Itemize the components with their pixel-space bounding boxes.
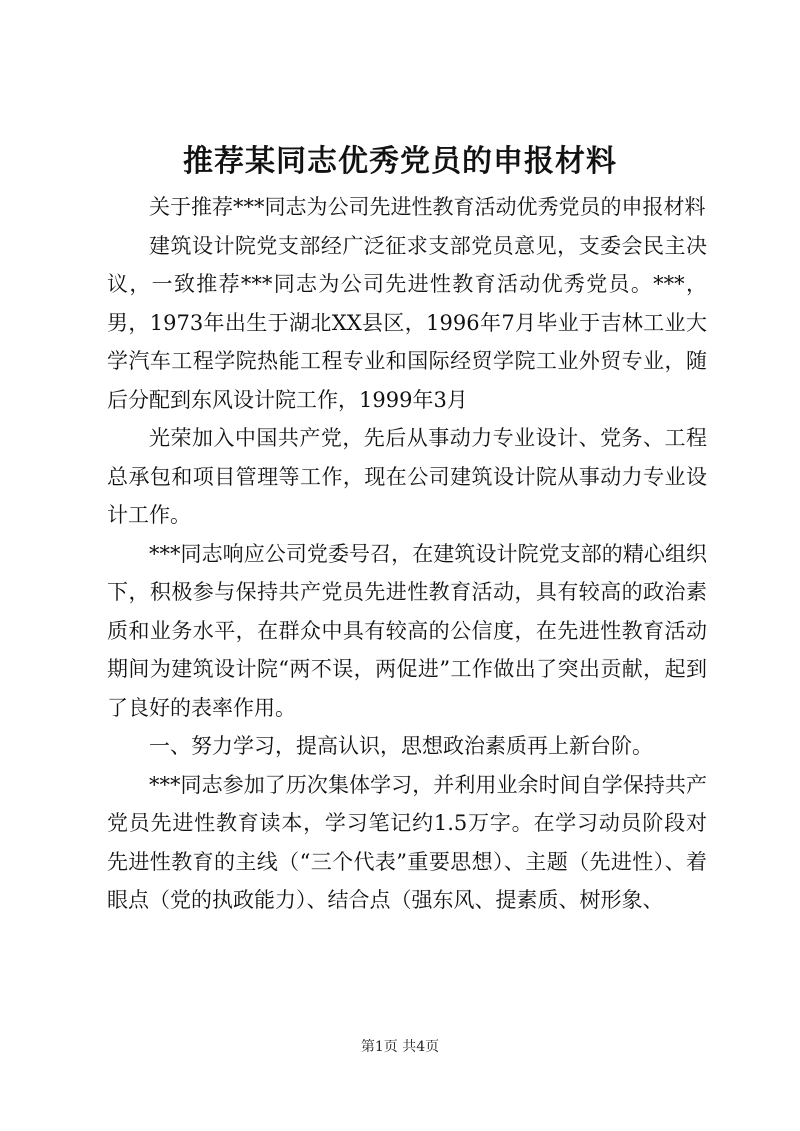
paragraph-subtitle: 关于推荐***同志为公司先进性教育活动优秀党员的申报材料	[149, 195, 706, 219]
paragraph-intro: 建筑设计院党支部经广泛征求支部党员意见，支委会民主决议，一致推荐***同志为公司先进性教育活动优秀党员。***，男，1973年出生于湖北XX县区，1996年7月毕业于吉林工业大学汽车工程学院热能工程专业和国际经贸学院工业外贸专业，随后分配到东风设计院工作，1999年3月	[107, 233, 707, 412]
paragraph-party-joining: 光荣加入中国共产党，先后从事动力专业设计、党务、工程总承包和项目管理等工作，现在公司建筑设计院从事动力专业设计工作。	[107, 426, 707, 527]
paragraph-summary: ***同志响应公司党委号召，在建筑设计院党支部的精心组织下，积极参与保持共产党员先进性教育活动，具有较高的政治素质和业务水平，在群众中具有较高的公信度，在先进性教育活动期间为建筑设计院“两不误，两促进”工作做出了突出贡献，起到了良好的表率作用。	[107, 541, 707, 720]
document-body	[107, 188, 707, 920]
section-heading-1: 一、努力学习，提高认识，思想政治素质再上新台阶。	[149, 734, 653, 758]
document-title: 推荐某同志优秀党员的申报材料	[183, 144, 617, 179]
page-footer: 第1页 共4页	[360, 1039, 440, 1055]
paragraph-study: ***同志参加了历次集体学习，并利用业余时间自学保持共产党员先进性教育读本，学习笔记约1.5万字。在学习动员阶段对先进性教育的主线（“三个代表”重要思想）、主题（先进性）、着眼点（党的执政能力）、结合点（强东风、提素质、树形象、	[107, 772, 707, 912]
